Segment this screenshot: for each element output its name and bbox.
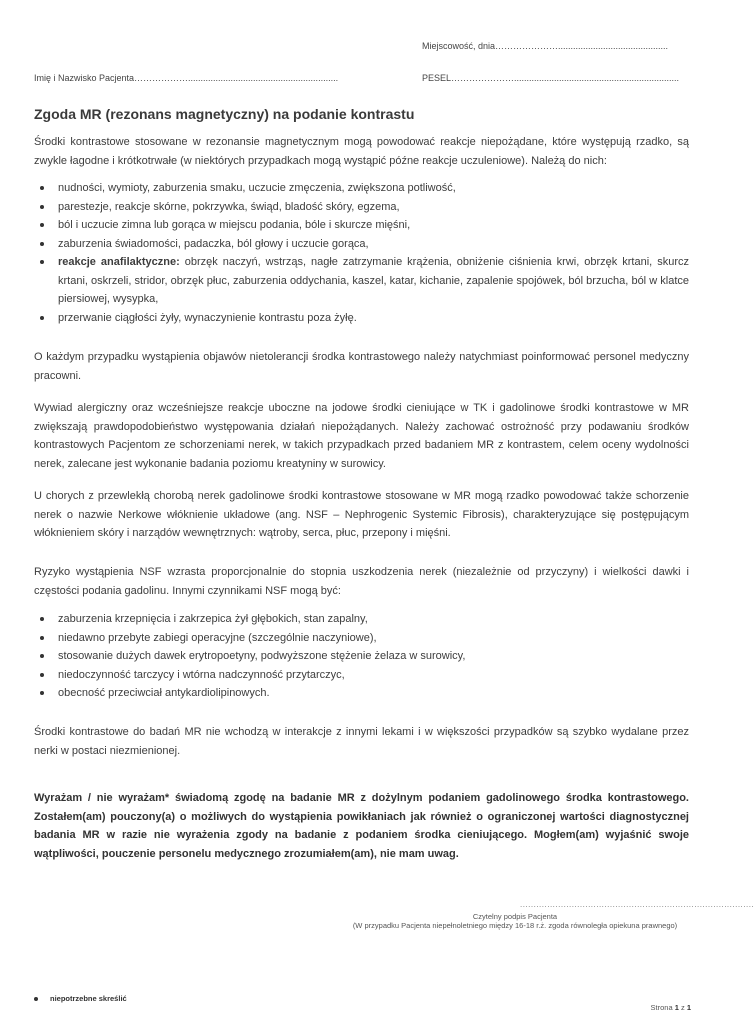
- footnote-text: niepotrzebne skreślić: [50, 994, 127, 1003]
- list-item: przerwanie ciągłości żyły, wynaczynienie kontrastu poza żyłę.: [34, 309, 689, 328]
- bullet-icon: [34, 997, 38, 1001]
- anaphylaxis-label: reakcje anafilaktyczne:: [58, 256, 180, 268]
- signature-note: (W przypadku Pacjenta niepełnoletniego między 16-18 r.ż. zgoda równoległa opiekuna prawnego): [352, 921, 678, 930]
- pesel-field[interactable]: PESEL…………………..................................................................: [422, 73, 680, 83]
- list-item: niedoczynność tarczycy i wtórna nadczynność przytarczyc,: [34, 666, 689, 685]
- list-item: nudności, wymioty, zaburzenia smaku, uczucie zmęczenia, zwiększona potliwość,: [34, 179, 689, 198]
- list-item: parestezje, reakcje skórne, pokrzywka, świąd, bladość skóry, egzema,: [34, 198, 689, 217]
- list-item: zaburzenia świadomości, padaczka, ból głowy i uczucie gorąca,: [34, 235, 689, 254]
- intolerance-paragraph: O każdym przypadku wystąpienia objawów nietolerancji środka kontrastowego należy natychmiast poinformować personel medyczny pracowni.: [34, 351, 689, 382]
- list-item: obecność przeciwciał antykardiolipinowych.: [34, 684, 689, 703]
- patient-name-field[interactable]: Imię i Nazwisko Pacjenta………………............................................................: [34, 73, 339, 83]
- consent-statement: Wyrażam / nie wyrażam* świadomą zgodę na badanie MR z dożylnym podaniem gadolinowego środka kontrastowego. Zostałem(am) pouczony(a) o możliwych do wystąpienia powikłaniach jak również o ograniczonej wartości diagnostycznej badania MR w razie nie wyrażenia zgody na badanie z podaniem środka cieniującego. Mogłem(am) wyjaśnić swoje wątpliwości, pouczenie personelu medycznego zrozumiałem(am), nie mam uwag.: [34, 792, 689, 861]
- intro-paragraph: Środki kontrastowe stosowane w rezonansie magnetycznym mogą powodować reakcje niepożądane, które występują rzadko, są zwykle łagodne i krótkotrwałe (w niektórych przypadkach mogą wystąpić późne reakcje uczuleniowe). Należą do nich:: [34, 136, 689, 167]
- list-item: [34, 253, 689, 309]
- page-number: Strona 1 z 1: [650, 1003, 691, 1012]
- nsf-paragraph: U chorych z przewlekłą chorobą nerek gadolinowe środki kontrastowe stosowane w MR mogą rzadko powodować także schorzenie nerek o nazwie Nerkowe włóknienie układowe (ang. NSF – Nephrogenic Systemic Fibrosis), charakteryzujące się postępującym włóknieniem skóry i narządów wewnętrznych: wątroby, serca, płuc, przepony i mięśni.: [34, 490, 689, 539]
- adverse-reactions-list: [34, 179, 689, 327]
- list-item: stosowanie dużych dawek erytropoetyny, podwyższone stężenie żelaza w surowicy,: [34, 647, 689, 666]
- list-item: zaburzenia krzepnięcia i zakrzepica żył głębokich, stan zapalny,: [34, 610, 689, 629]
- signature-line[interactable]: ......................................................................................: [520, 900, 754, 909]
- place-date-field[interactable]: Miejscowość, dnia…………………............................................: [422, 41, 669, 51]
- anaphylaxis-text: obrzęk naczyń, wstrząs, nagłe zatrzymanie krążenia, obniżenie ciśnienia krwi, obrzęk krtani, skurcz krtani, oskrzeli, stridor, obrzęk płuc, zaburzenia oddychania, kaszel, katar, kichanie, zapalenie spojówek, ból brzucha, ból w klatce piersiowej, wysypka,: [58, 256, 689, 305]
- nsf-factors-list: [34, 610, 689, 703]
- document-title: Zgoda MR (rezonans magnetyczny) na podanie kontrastu: [34, 106, 415, 122]
- risk-paragraph: Ryzyko wystąpienia NSF wzrasta proporcjonalnie do stopnia uszkodzenia nerek (niezależnie od przyczyny) i wielkości dawki i częstości podania gadolinu. Innymi czynnikami NSF mogą być:: [34, 566, 689, 597]
- signature-label: Czytelny podpis Pacjenta: [472, 912, 558, 921]
- allergy-paragraph: Wywiad alergiczny oraz wcześniejsze reakcje uboczne na jodowe środki cieniujące w TK i gadolinowe środki kontrastowe w MR zwiększają prawdopodobieństwo występowania działań niepożądanych. Należy zachować ostrożność przy podawaniu środków kontrastowych Pacjentom ze schorzeniami nerek, w takich przypadkach przed badaniem MR z kontrastem, celem oceny wydolności nerek, zalecane jest wykonanie badania poziomu kreatyniny w surowicy.: [34, 402, 689, 470]
- list-item: ból i uczucie zimna lub gorąca w miejscu podania, bóle i skurcze mięśni,: [34, 216, 689, 235]
- list-item: niedawno przebyte zabiegi operacyjne (szczególnie naczyniowe),: [34, 629, 689, 648]
- interactions-paragraph: Środki kontrastowe do badań MR nie wchodzą w interakcje z innymi lekami i w większości przypadków są szybko wydalane przez nerki w postaci niezmienionej.: [34, 726, 689, 757]
- footnote: [34, 994, 127, 1003]
